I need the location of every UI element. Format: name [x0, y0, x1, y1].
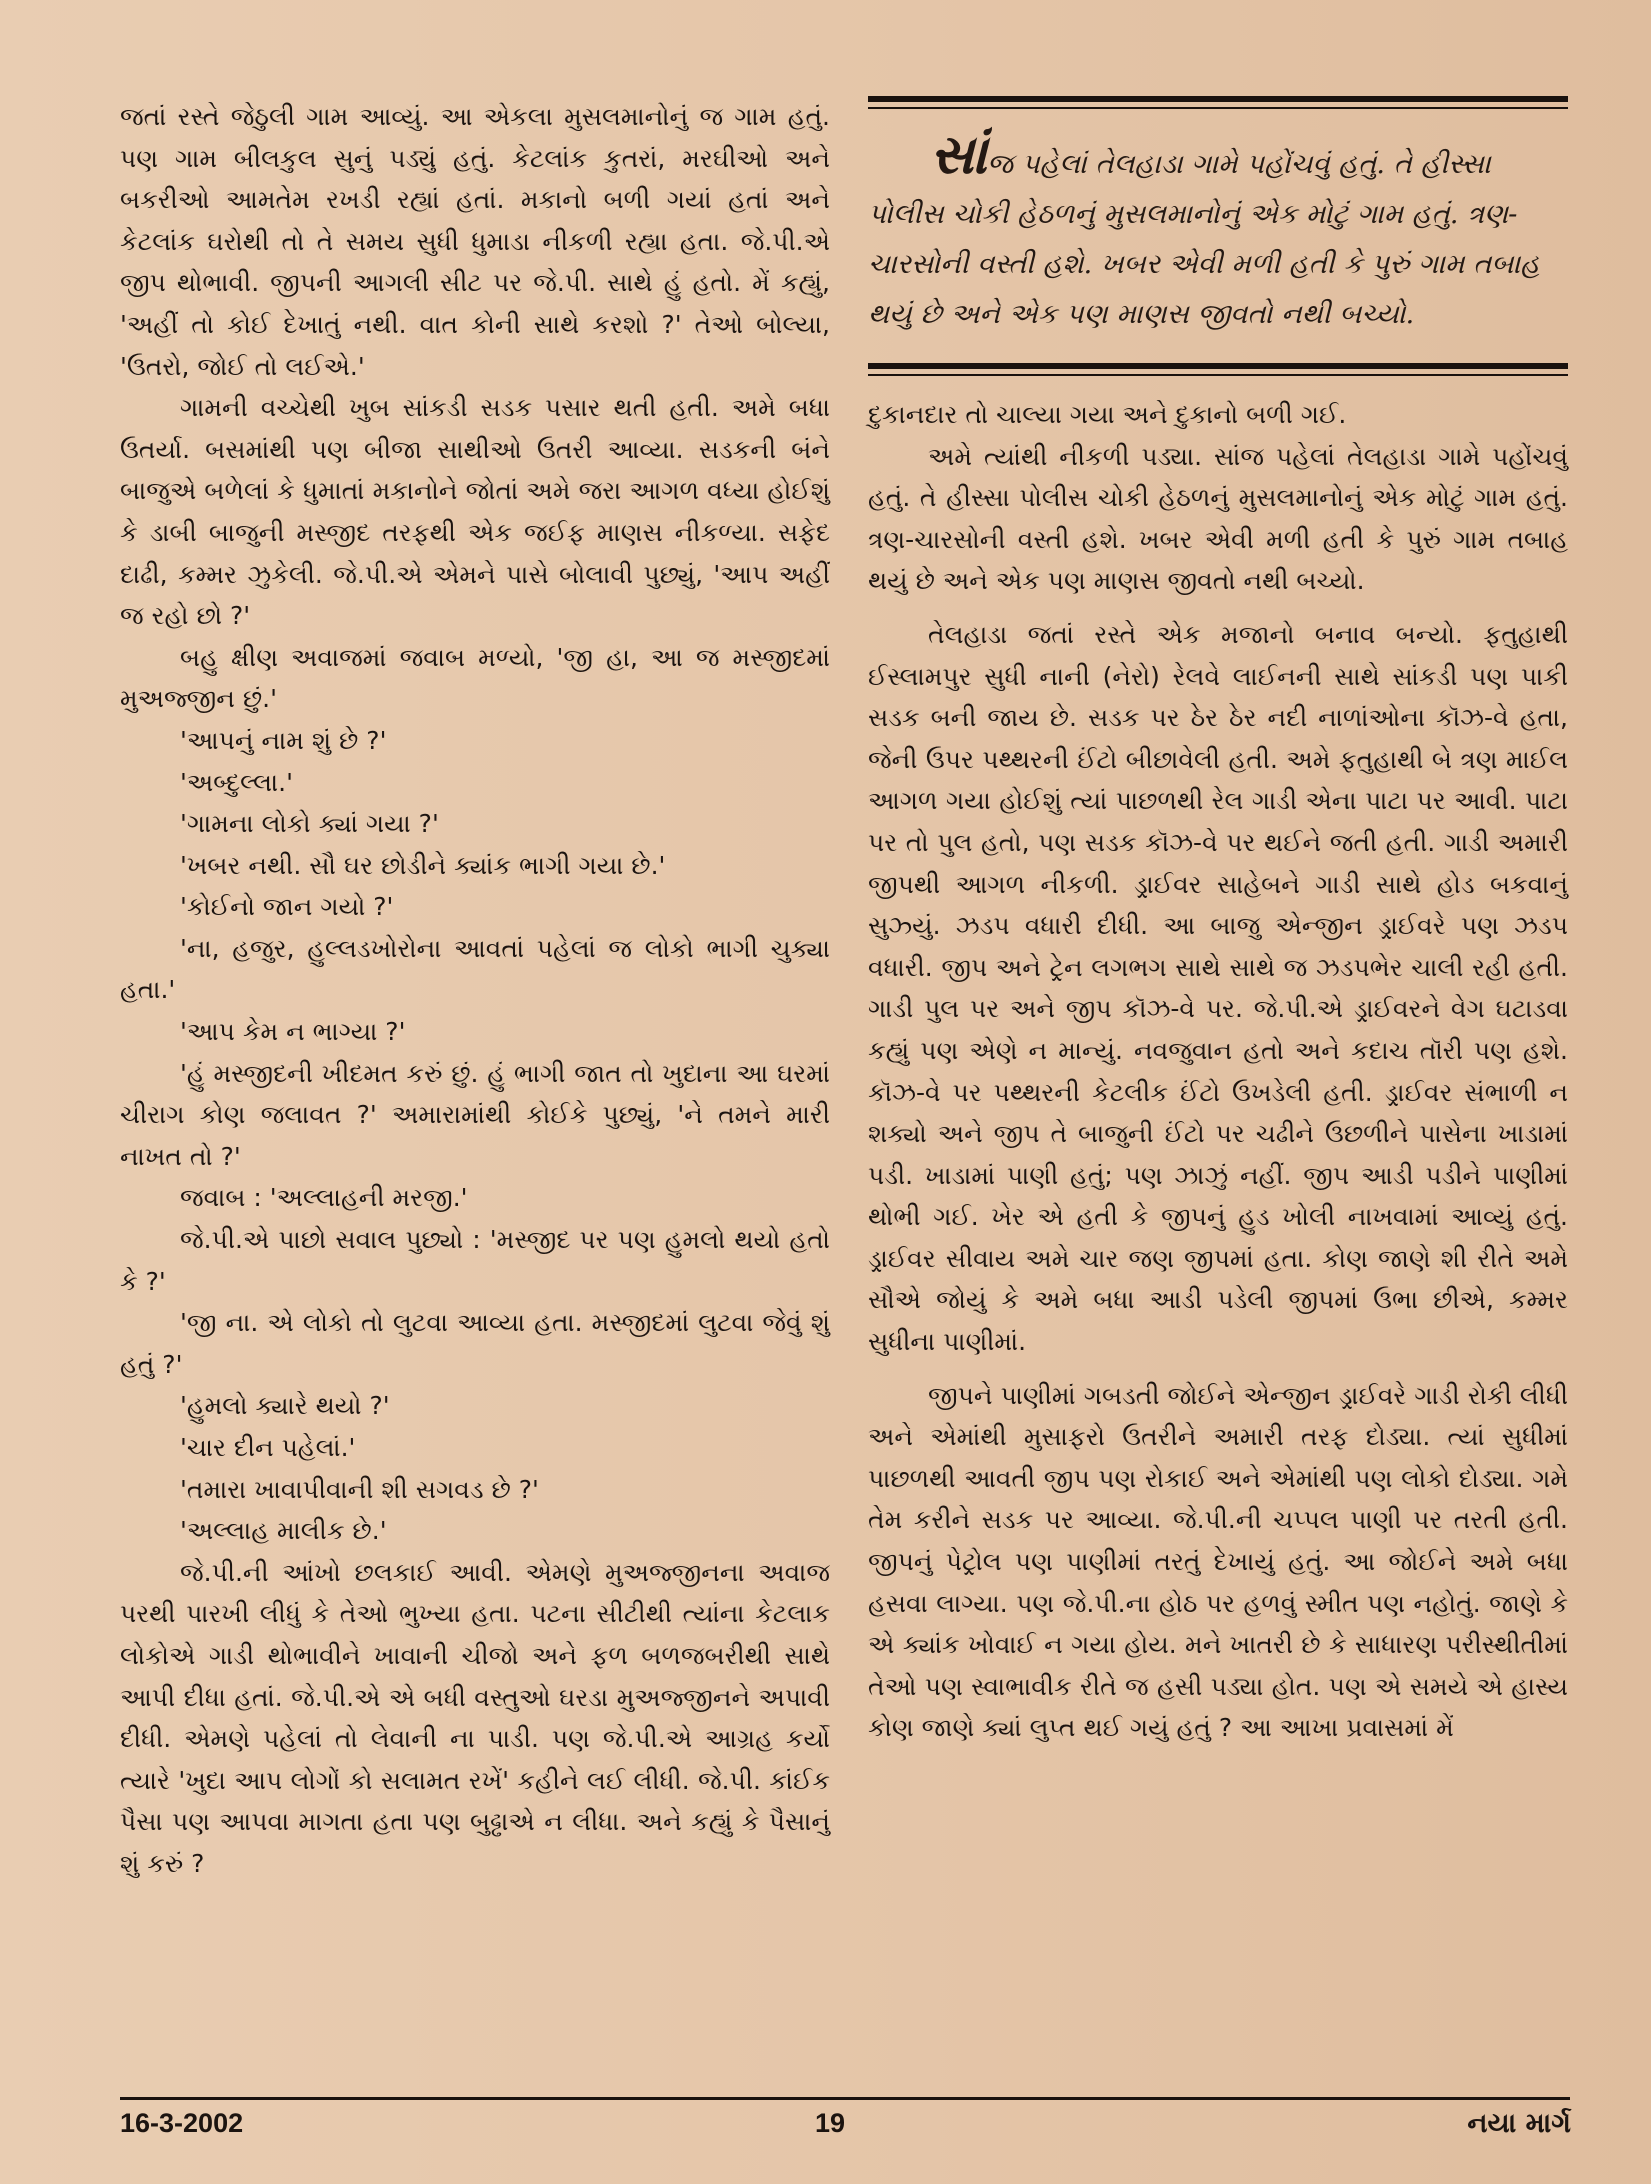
left-column [120, 96, 830, 1885]
paragraph: જીપને પાણીમાં ગબડતી જોઈને એન્જીન ડ્રાઈવરે ગાડી રોકી લીધી અને એમાંથી મુસાફરો ઉતરીને અમારી તરફ દોડ્યા. ત્યાં સુધીમાં પાછળથી આવતી જીપ પણ રોકાઈ અને એમાંથી પણ લોકો દોડ્યા. ગમે તેમ કરીને સડક પર આવ્યા. જે.પી.ની ચપ્પલ પાણી પર તરતી હતી. જીપનું પેટ્રોલ પણ પાણીમાં તરતું દેખાયું હતું. આ જોઈને અમે બધા હસવા લાગ્યા. પણ જે.પી.ના હોઠ પર હળવું સ્મીત પણ નહોતું. જાણે કે એ ક્યાંક ખોવાઈ ન ગયા હોય. મને ખાતરી છે કે સાધારણ પરીસ્થીતીમાં તેઓ પણ સ્વાભાવીક રીતે જ હસી પડ્યા હોત. પણ એ સમયે એ હાસ્ય કોણ જાણે ક્યાં લુપ્ત થઈ ગયું હતું ? આ આખા પ્રવાસમાં મેં [868, 1380, 1568, 1743]
paragraph: 'ના, હજુર, હુલ્લડખોરોના આવતાં પહેલાં જ લોકો ભાગી ચુક્યા હતા.' [120, 933, 830, 1005]
dialogue-line: 'હુમલો ક્યારે થયો ?' [180, 1391, 390, 1421]
paragraph: 'જી ના. એ લોકો તો લુટવા આવ્યા હતા. મસ્જીદમાં લુટવા જેવું શું હતું ?' [120, 1308, 830, 1379]
dialogue-line: 'ગામના લોકો ક્યાં ગયા ?' [180, 809, 439, 839]
paragraph: જતાં રસ્તે જેઠુલી ગામ આવ્યું. આ એકલા મુસલમાનોનું જ ગામ હતું. પણ ગામ બીલકુલ સુનું પડ્યું હતું. કેટલાંક કુતરાં, મરઘીઓ અને બકરીઓ આમતેમ રખડી રહ્યાં હતાં. મકાનો બળી ગયાં હતાં અને કેટલાંક ઘરોથી તો તે સમય સુધી ધુમાડા નીકળી રહ્યા હતા. જે.પી.એ જીપ થોભાવી. જીપની આગલી સીટ પર જે.પી. સાથે હું હતો. મેં કહ્યું, 'અહીં તો કોઈ દેખાતું નથી. વાત કોની સાથે કરશો ?' તેઓ બોલ્યા, 'ઉતરો, જોઈ તો લઈએ.' [120, 102, 830, 381]
dialogue-line: 'કોઈનો જાન ગયો ?' [180, 892, 394, 922]
magazine-name: નયા માર્ગ [1467, 2108, 1571, 2139]
dialogue-line: 'આપનું નામ શું છે ?' [180, 725, 387, 755]
paragraph: બહુ ક્ષીણ અવાજમાં જવાબ મળ્યો, 'જી હા, આ જ મસ્જીદમાં મુઅજ્જીન છું.' [120, 642, 830, 714]
pull-quote-text: જ પહેલાં તેલહાડા ગામે પહોંચવું હતું. તે હીસ્સા પોલીસ ચોકી હેઠળનું મુસલમાનોનું એક મોટું ગામ હતું. ત્રણ-ચારસોની વસ્તી હશે. ખબર એવી મળી હતી કે પુરું ગામ તબાહ થયું છે અને એક પણ માણસ જીવતો નથી બચ્યો. [868, 148, 1540, 330]
dialogue-line: 'તમારા ખાવાપીવાની શી સગવડ છે ?' [180, 1474, 539, 1504]
footer-date: 16-3-2002 [120, 2108, 244, 2138]
footer-rule [120, 2097, 1570, 2100]
paragraph-gap [868, 602, 1568, 614]
paragraph: દુકાનદાર તો ચાલ્યા ગયા અને દુકાનો બળી ગઈ. [868, 400, 1347, 429]
pull-quote-top-rule [868, 96, 1568, 102]
dialogue-line: 'ખબર નથી. સૌ ઘર છોડીને ક્યાંક ભાગી ગયા છે.' [180, 850, 666, 880]
page-number: 19 [815, 2108, 846, 2138]
dialogue-line: 'આપ કેમ ન ભાગ્યા ?' [180, 1017, 406, 1047]
pull-quote-bottom-rule-thin [868, 374, 1568, 376]
pull-quote-bottom-rule [868, 363, 1568, 369]
paragraph: 'હું મસ્જીદની ખીદમત કરું છું. હું ભાગી જાત તો ખુદાના આ ઘરમાં ચીરાગ કોણ જલાવત ?' અમારામાંથી કોઈકે પુછ્યું, 'ને તમને મારી નાખત તો ?' [120, 1058, 830, 1171]
dialogue-line: જવાબ : 'અલ્લાહની મરજી.' [180, 1183, 468, 1213]
dialogue-line: 'અલ્લાહ માલીક છે.' [180, 1516, 387, 1546]
paragraph: જે.પી.એ પાછો સવાલ પુછ્યો : 'મસ્જીદ પર પણ હુમલો થયો હતો કે ?' [120, 1225, 830, 1296]
right-column [868, 96, 1568, 1749]
paragraph: જે.પી.ની આંખો છલકાઈ આવી. એમણે મુઅજ્જીનના અવાજ પરથી પારખી લીધું કે તેઓ ભુખ્યા હતા. પટના સીટીથી ત્યાંના કેટલાક લોકોએ ગાડી થોભાવીને ખાવાની ચીજો અને ફળ બળજબરીથી સાથે આપી દીધા હતાં. જે.પી.એ એ બધી વસ્તુઓ ઘરડા મુઅજ્જીનને અપાવી દીધી. એમણે પહેલાં તો લેવાની ના પાડી. પણ જે.પી.એ આગ્રહ કર્યો ત્યારે 'ખુદા આપ લોગોં કો સલામત રખેં' કહીને લઈ લીધી. જે.પી. કાંઈક પૈસા પણ આપવા માગતા હતા પણ બુઢ્ઢાએ ન લીધા. અને કહ્યું કે પૈસાનું શું કરું ? [120, 1557, 830, 1878]
paragraph-gap [868, 1363, 1568, 1375]
paragraph: તેલહાડા જતાં રસ્તે એક મજાનો બનાવ બન્યો. ફતુહાથી ઈસ્લામપુર સુધી નાની (નેરો) રેલવે લાઈનની સાથે સાંકડી પણ પાકી સડક બની જાય છે. સડક પર ઠેર ઠેર નદી નાળાંઓના કૉઝ-વે હતા, જેની ઉપર પથ્થરની ઈંટો બીછાવેલી હતી. અમે ફતુહાથી બે ત્રણ માઈલ આગળ ગયા હોઈશું ત્યાં પાછળથી રેલ ગાડી એના પાટા પર આવી. પાટા પર તો પુલ હતો, પણ સડક કૉઝ-વે પર થઈને જતી હતી. ગાડી અમારી જીપથી આગળ નીકળી. ડ્રાઈવર સાહેબને ગાડી સાથે હોડ બકવાનું સુઝ્યું. ઝડપ વધારી દીધી. આ બાજુ એન્જીન ડ્રાઈવરે પણ ઝડપ વધારી. જીપ અને ટ્રેન લગભગ સાથે સાથે જ ઝડપભેર ચાલી રહી હતી. ગાડી પુલ પર અને જીપ કૉઝ-વે પર. જે.પી.એ ડ્રાઈવરને વેગ ઘટાડવા કહ્યું પણ એણે ન માન્યું. નવજુવાન હતો અને કદાચ તૉરી પણ હશે. કૉઝ-વે પર પથ્થરની કેટલીક ઈંટો ઉખડેલી હતી. ડ્રાઈવર સંભાળી ન શક્યો અને જીપ તે બાજુની ઈંટો પર ચઢીને ઉછળીને પાસેના ખાડામાં પડી. ખાડામાં પાણી હતું; પણ ઝાઝું નહીં. જીપ આડી પડીને પાણીમાં થોભી ગઈ. ખેર એ હતી કે જીપનું હુડ ખોલી નાખવામાં આવ્યું હતું. ડ્રાઈવર સીવાય અમે ચાર જણ જીપમાં હતા. કોણ જાણે શી રીતે અમે સૌએ જોયું કે અમે બધા આડી પડેલી જીપમાં ઉભા છીએ, કમ્મર સુધીના પાણીમાં. [868, 619, 1568, 1357]
pull-quote [868, 109, 1568, 363]
dialogue-line: 'ચાર દીન પહેલાં.' [180, 1433, 356, 1462]
paragraph: અમે ત્યાંથી નીકળી પડ્યા. સાંજ પહેલાં તેલહાડા ગામે પહોંચવું હતું. તે હીસ્સા પોલીસ ચોકી હેઠળનું મુસલમાનોનું એક મોટું ગામ હતું. ત્રણ-ચારસોની વસ્તી હશે. ખબર એવી મળી હતી કે પુરું ગામ તબાહ થયું છે અને એક પણ માણસ જીવતો નથી બચ્યો. [868, 441, 1568, 596]
pull-quote-drop-cap: સાં [930, 123, 987, 186]
paragraph: ગામની વચ્ચેથી ખુબ સાંકડી સડક પસાર થતી હતી. અમે બધા ઉતર્યા. બસમાંથી પણ બીજા સાથીઓ ઉતરી આવ્યા. સડકની બંને બાજુએ બળેલાં કે ધુમાતાં મકાનોને જોતાં અમે જરા આગળ વધ્યા હોઈશું કે ડાબી બાજુની મસ્જીદ તરફથી એક જઈફ માણસ નીકળ્યા. સફેદ દાઢી, કમ્મર ઝુકેલી. જે.પી.એ એમને પાસે બોલાવી પુછ્યું, 'આપ અહીં જ રહો છો ?' [120, 393, 830, 631]
dialogue-line: 'અબ્દુલ્લા.' [180, 767, 293, 797]
